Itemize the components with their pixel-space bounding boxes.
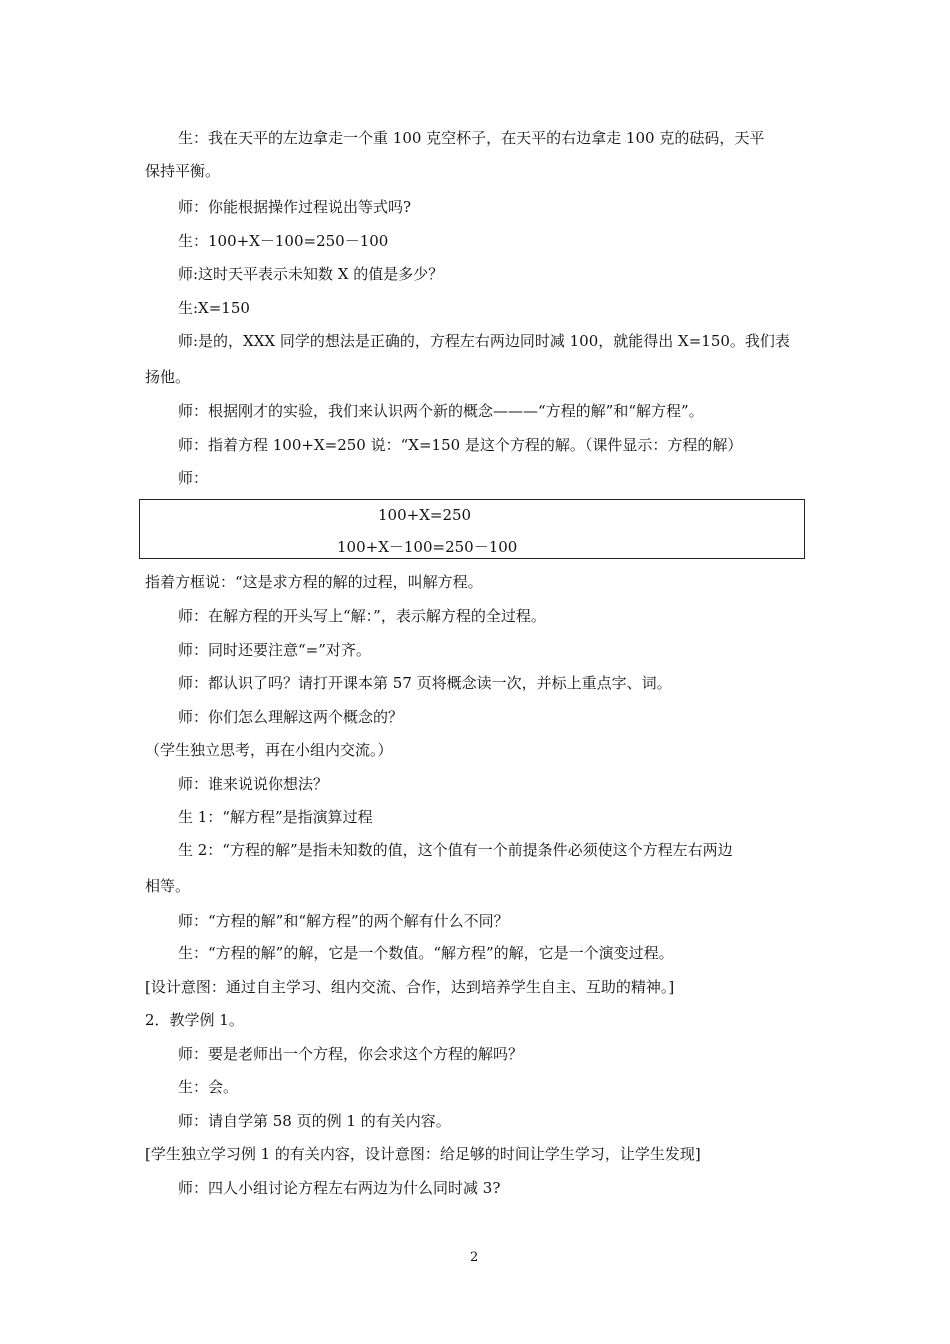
equation-line: 100+X=250 — [378, 506, 472, 524]
paragraph-line: 师：在解方程的开头写上“解：”，表示解方程的全过程。 — [178, 607, 546, 625]
paragraph-line: 生：我在天平的左边拿走一个重 100 克空杯子，在天平的右边拿走 100 克的砝码，天平 — [178, 129, 765, 147]
paragraph-line: 师：根据刚才的实验，我们来认识两个新的概念———“方程的解”和“解方程”。 — [178, 402, 704, 420]
paragraph-line: 师：“方程的解”和“解方程”的两个解有什么不同？ — [178, 912, 509, 930]
paragraph-line: 生：100+X－100=250－100 — [178, 232, 389, 250]
paragraph-line: 扬他。 — [145, 368, 191, 386]
paragraph-line: [学生独立学习例 1 的有关内容，设计意图：给足够的时间让学生学习，让学生发现] — [145, 1145, 701, 1163]
paragraph-line: 师： — [178, 469, 209, 487]
paragraph-line: 相等。 — [145, 877, 191, 895]
paragraph-line: [设计意图：通过自主学习、组内交流、合作，达到培养学生自主、互助的精神。] — [145, 978, 675, 996]
equation-line: 100+X－100=250－100 — [337, 538, 518, 556]
paragraph-line: 师：你们怎么理解这两个概念的？ — [178, 708, 404, 726]
paragraph-line: 保持平衡。 — [145, 162, 221, 180]
paragraph-line: 生：会。 — [178, 1078, 239, 1096]
page-number: 2 — [470, 1250, 479, 1265]
paragraph-line: 生 1：“解方程”是指演算过程 — [178, 808, 373, 826]
paragraph-line: 生：“方程的解”的解，它是一个数值。“解方程”的解，它是一个演变过程。 — [178, 944, 674, 962]
paragraph-line: 指着方框说：“这是求方程的解的过程，叫解方程。 — [145, 573, 483, 591]
paragraph-line: 师：请自学第 58 页的例 1 的有关内容。 — [178, 1112, 451, 1130]
paragraph-line: 师：四人小组讨论方程左右两边为什么同时减 3? — [178, 1179, 501, 1197]
paragraph-line: （学生独立思考，再在小组内交流。） — [145, 741, 393, 759]
paragraph-line: 师:这时天平表示未知数 X 的值是多少？ — [178, 265, 444, 283]
paragraph-line: 生 2：“方程的解”是指未知数的值，这个值有一个前提条件必须使这个方程左右两边 — [178, 841, 733, 859]
paragraph-line: 2．教学例 1。 — [145, 1011, 244, 1029]
paragraph-line: 师：要是老师出一个方程，你会求这个方程的解吗？ — [178, 1045, 524, 1063]
paragraph-line: 师：谁来说说你想法？ — [178, 775, 329, 793]
paragraph-line: 师：你能根据操作过程说出等式吗? — [178, 198, 412, 216]
equation-box — [139, 499, 805, 559]
paragraph-line: 师：都认识了吗？请打开课本第 57 页将概念读一次，并标上重点字、词。 — [178, 674, 672, 692]
paragraph-line: 师:是的，XXX 同学的想法是正确的，方程左右两边同时减 100，就能得出 X=150。我们表 — [178, 332, 790, 350]
paragraph-line: 师：指着方程 100+X=250 说：“X=150 是这个方程的解。（课件显示：方程的解） — [178, 436, 743, 454]
paragraph-line: 师：同时还要注意“=”对齐。 — [178, 641, 371, 659]
paragraph-line: 生:X=150 — [178, 299, 250, 317]
